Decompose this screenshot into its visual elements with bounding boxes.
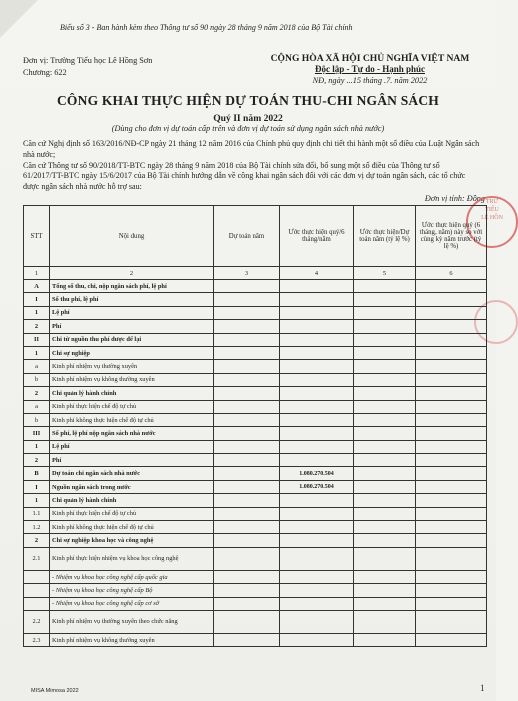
- document-date: NĐ, ngày ...15 tháng .7. năm 2022: [312, 76, 428, 85]
- row-content: Nguồn ngân sách trong nước: [50, 480, 214, 493]
- table-row: [24, 507, 487, 520]
- row-ratio: [354, 373, 416, 386]
- row-ratio: [354, 633, 416, 646]
- col-number: 2: [50, 267, 214, 280]
- table-row: [24, 360, 487, 373]
- row-content: Tổng số thu, chi, nộp ngân sách phí, lệ phí: [50, 280, 214, 293]
- row-content: Kinh phí thực hiện chế độ tự chủ: [50, 400, 214, 413]
- row-yoy: [416, 320, 487, 333]
- chapter: Chương: 622: [23, 68, 67, 77]
- row-content: Kinh phí nhiệm vụ thường xuyên: [50, 360, 214, 373]
- row-plan: [214, 280, 280, 293]
- row-actual: [280, 440, 354, 453]
- table-row: [24, 306, 487, 319]
- row-content: Dự toán chi ngân sách nhà nước: [50, 467, 214, 480]
- row-stt: 2: [24, 454, 50, 467]
- col-header: Ước thực hiện quý (6 tháng, năm) này so với cùng kỳ năm trước (tỷ lệ %): [416, 206, 487, 267]
- row-content: Chi từ nguồn thu phí được để lại: [50, 333, 214, 346]
- row-yoy: [416, 373, 487, 386]
- row-stt: 2.3: [24, 633, 50, 646]
- row-yoy: [416, 293, 487, 306]
- row-ratio: [354, 494, 416, 507]
- col-number: 1: [24, 267, 50, 280]
- row-stt: 2.2: [24, 610, 50, 633]
- row-ratio: [354, 387, 416, 400]
- unit-name: Đơn vị: Trường Tiểu học Lê Hồng Sơn: [23, 56, 153, 65]
- row-actual: [280, 360, 354, 373]
- row-content: Kinh phí nhiệm vụ không thường xuyên: [50, 373, 214, 386]
- row-actual: [280, 547, 354, 570]
- row-actual: 1.080.270.504: [280, 480, 354, 493]
- row-ratio: [354, 346, 416, 359]
- row-actual: [280, 454, 354, 467]
- col-header: Dự toán năm: [214, 206, 280, 267]
- row-ratio: [354, 306, 416, 319]
- row-ratio: [354, 610, 416, 633]
- table-row: [24, 494, 487, 507]
- row-stt: 1: [24, 346, 50, 359]
- row-yoy: [416, 584, 487, 597]
- table-row: [24, 521, 487, 534]
- row-ratio: [354, 597, 416, 610]
- table-row: [24, 400, 487, 413]
- table-row: [24, 293, 487, 306]
- row-yoy: [416, 570, 487, 583]
- row-stt: 2: [24, 534, 50, 547]
- col-header: Nội dung: [50, 206, 214, 267]
- row-plan: [214, 387, 280, 400]
- row-plan: [214, 454, 280, 467]
- row-plan: [214, 507, 280, 520]
- row-ratio: [354, 467, 416, 480]
- row-ratio: [354, 454, 416, 467]
- row-yoy: [416, 633, 487, 646]
- table-row: [24, 387, 487, 400]
- table-row: [24, 454, 487, 467]
- col-number: 3: [214, 267, 280, 280]
- col-header: Ước thực hiện/Dự toán năm (tỷ lệ %): [354, 206, 416, 267]
- row-stt: [24, 584, 50, 597]
- row-content: Chi sự nghiệp: [50, 346, 214, 359]
- row-yoy: [416, 280, 487, 293]
- row-stt: b: [24, 413, 50, 426]
- row-content: Kinh phí nhiệm vụ thường xuyên theo chức năng: [50, 610, 214, 633]
- row-ratio: [354, 584, 416, 597]
- row-yoy: [416, 346, 487, 359]
- row-actual: [280, 320, 354, 333]
- row-yoy: [416, 494, 487, 507]
- table-row: [24, 633, 487, 646]
- row-content: Kinh phí không thực hiện chế độ tự chủ: [50, 521, 214, 534]
- row-yoy: [416, 521, 487, 534]
- row-plan: [214, 373, 280, 386]
- row-yoy: [416, 454, 487, 467]
- row-actual: 1.080.270.504: [280, 467, 354, 480]
- legal-basis: [23, 139, 481, 193]
- row-actual: [280, 610, 354, 633]
- row-plan: [214, 521, 280, 534]
- row-plan: [214, 346, 280, 359]
- row-yoy: [416, 427, 487, 440]
- row-ratio: [354, 440, 416, 453]
- row-ratio: [354, 293, 416, 306]
- row-plan: [214, 293, 280, 306]
- legal-basis-1: Căn cứ Nghị định số 163/2016/NĐ-CP ngày 21 tháng 12 năm 2016 của Chính phủ quy định chi tiết thi hành một số điều của Luật Ngân sách nhà nước;: [23, 139, 480, 159]
- row-ratio: [354, 521, 416, 534]
- row-stt: [24, 597, 50, 610]
- row-stt: b: [24, 373, 50, 386]
- row-actual: [280, 521, 354, 534]
- row-stt: a: [24, 400, 50, 413]
- table-row: [24, 413, 487, 426]
- row-stt: 1.1: [24, 507, 50, 520]
- republic-name: CỘNG HÒA XÃ HỘI CHỦ NGHĨA VIỆT NAM: [270, 53, 470, 64]
- unit-info: [23, 55, 152, 79]
- software-footer: MISA Mimosa 2022: [31, 688, 79, 694]
- col-number: 6: [416, 267, 487, 280]
- row-actual: [280, 280, 354, 293]
- page-number: 1: [480, 683, 485, 693]
- row-yoy: [416, 534, 487, 547]
- row-plan: [214, 400, 280, 413]
- row-yoy: [416, 610, 487, 633]
- row-plan: [214, 534, 280, 547]
- row-yoy: [416, 480, 487, 493]
- row-stt: B: [24, 467, 50, 480]
- row-stt: 1: [24, 306, 50, 319]
- row-actual: [280, 387, 354, 400]
- row-content: Phí: [50, 454, 214, 467]
- row-yoy: [416, 507, 487, 520]
- col-header: STT: [24, 206, 50, 267]
- row-ratio: [354, 413, 416, 426]
- usage-note: (Dùng cho đơn vị dự toán cấp trên và đơn vị dự toán sử dụng ngân sách nhà nước): [111, 124, 385, 133]
- row-content: - Nhiệm vụ khoa học công nghệ cấp Bộ: [50, 584, 214, 597]
- folded-corner: [0, 0, 38, 38]
- regulation-note: Biểu số 3 - Ban hành kèm theo Thông tư số 90 ngày 28 tháng 9 năm 2018 của Bộ Tài chính: [60, 23, 353, 32]
- table-row: [24, 320, 487, 333]
- row-plan: [214, 360, 280, 373]
- row-content: Lệ phí: [50, 306, 214, 319]
- row-ratio: [354, 427, 416, 440]
- table-header-row: [24, 206, 487, 267]
- row-plan: [214, 494, 280, 507]
- row-actual: [280, 346, 354, 359]
- row-content: Kinh phí thực hiện nhiệm vụ khoa học công nghệ: [50, 547, 214, 570]
- row-yoy: [416, 306, 487, 319]
- row-content: - Nhiệm vụ khoa học công nghệ cấp cơ sở: [50, 597, 214, 610]
- row-plan: [214, 547, 280, 570]
- row-plan: [214, 320, 280, 333]
- table-row: [24, 346, 487, 359]
- row-ratio: [354, 507, 416, 520]
- row-yoy: [416, 387, 487, 400]
- row-content: Kinh phí nhiệm vụ không thường xuyên: [50, 633, 214, 646]
- row-content: Số phí, lệ phí nộp ngân sách nhà nước: [50, 427, 214, 440]
- row-actual: [280, 494, 354, 507]
- row-stt: 1: [24, 440, 50, 453]
- row-content: Số thu phí, lệ phí: [50, 293, 214, 306]
- row-stt: 2: [24, 387, 50, 400]
- row-content: Kinh phí thực hiện chế độ tự chủ: [50, 507, 214, 520]
- table-row: [24, 597, 487, 610]
- table-row: [24, 547, 487, 570]
- row-stt: 1: [24, 494, 50, 507]
- row-ratio: [354, 360, 416, 373]
- row-plan: [214, 333, 280, 346]
- row-ratio: [354, 480, 416, 493]
- table-row: [24, 610, 487, 633]
- row-yoy: [416, 440, 487, 453]
- row-actual: [280, 427, 354, 440]
- row-yoy: [416, 333, 487, 346]
- row-ratio: [354, 570, 416, 583]
- row-plan: [214, 467, 280, 480]
- row-stt: 2: [24, 320, 50, 333]
- column-number-row: [24, 267, 487, 280]
- row-plan: [214, 584, 280, 597]
- table-row: [24, 584, 487, 597]
- row-actual: [280, 570, 354, 583]
- table-row: [24, 480, 487, 493]
- row-plan: [214, 633, 280, 646]
- row-ratio: [354, 280, 416, 293]
- row-yoy: [416, 400, 487, 413]
- row-stt: A: [24, 280, 50, 293]
- row-stt: I: [24, 480, 50, 493]
- row-yoy: [416, 467, 487, 480]
- row-ratio: [354, 400, 416, 413]
- col-header: Ước thực hiện quý/6 tháng/năm: [280, 206, 354, 267]
- table-row: [24, 373, 487, 386]
- row-actual: [280, 534, 354, 547]
- row-actual: [280, 413, 354, 426]
- table-row: [24, 440, 487, 453]
- row-plan: [214, 570, 280, 583]
- row-content: Chi quản lý hành chính: [50, 387, 214, 400]
- row-plan: [214, 413, 280, 426]
- legal-basis-2: Căn cứ Thông tư số 90/2018/TT-BTC ngày 28 tháng 9 năm 2018 của Bộ Tài chính sửa đổi, bổ sung một số điều của Thông tư số 61/2017/TT-BTC ngày 15/6/2017 của Bộ Tài chính hướng dẫn về công khai ngân sách đối với các đơn vị dự toán ngân sách, các tổ chức được ngân sách nhà nước hỗ trợ sau:: [23, 160, 466, 192]
- table-row: [24, 570, 487, 583]
- row-actual: [280, 373, 354, 386]
- row-content: Kinh phí không thực hiện chế độ tự chủ: [50, 413, 214, 426]
- row-actual: [280, 400, 354, 413]
- currency-unit: Đơn vị tính: Đồng: [424, 194, 485, 203]
- row-plan: [214, 440, 280, 453]
- table-row: [24, 333, 487, 346]
- row-content: Chi sự nghiệp khoa học và công nghệ: [50, 534, 214, 547]
- document-title: CÔNG KHAI THỰC HIỆN DỰ TOÁN THU-CHI NGÂN SÁCH: [56, 93, 440, 108]
- row-yoy: [416, 547, 487, 570]
- row-plan: [214, 597, 280, 610]
- national-motto: Độc lập - Tự do - Hạnh phúc: [314, 64, 425, 74]
- row-plan: [214, 306, 280, 319]
- row-stt: 2.1: [24, 547, 50, 570]
- row-ratio: [354, 534, 416, 547]
- row-actual: [280, 597, 354, 610]
- row-yoy: [416, 360, 487, 373]
- row-ratio: [354, 320, 416, 333]
- row-stt: III: [24, 427, 50, 440]
- row-content: Chi quản lý hành chính: [50, 494, 214, 507]
- table-row: [24, 534, 487, 547]
- table-row: [24, 467, 487, 480]
- col-number: 5: [354, 267, 416, 280]
- col-number: 4: [280, 267, 354, 280]
- row-stt: a: [24, 360, 50, 373]
- table-row: [24, 427, 487, 440]
- row-plan: [214, 480, 280, 493]
- row-content: Phí: [50, 320, 214, 333]
- row-yoy: [416, 413, 487, 426]
- quarter-label: Quý II năm 2022: [213, 113, 283, 124]
- row-content: - Nhiệm vụ khoa học công nghệ cấp quốc gia: [50, 570, 214, 583]
- row-stt: [24, 570, 50, 583]
- row-stt: II: [24, 333, 50, 346]
- row-actual: [280, 584, 354, 597]
- row-actual: [280, 333, 354, 346]
- row-content: Lệ phí: [50, 440, 214, 453]
- row-actual: [280, 306, 354, 319]
- budget-table: [23, 205, 487, 647]
- row-ratio: [354, 333, 416, 346]
- row-stt: 1.2: [24, 521, 50, 534]
- row-actual: [280, 293, 354, 306]
- row-plan: [214, 610, 280, 633]
- seal-text: TRƯ TIỂU LÊ HỒN: [481, 199, 503, 221]
- row-stt: I: [24, 293, 50, 306]
- table-row: [24, 280, 487, 293]
- national-header: [250, 53, 490, 86]
- row-ratio: [354, 547, 416, 570]
- row-actual: [280, 633, 354, 646]
- row-yoy: [416, 597, 487, 610]
- row-plan: [214, 427, 280, 440]
- row-actual: [280, 507, 354, 520]
